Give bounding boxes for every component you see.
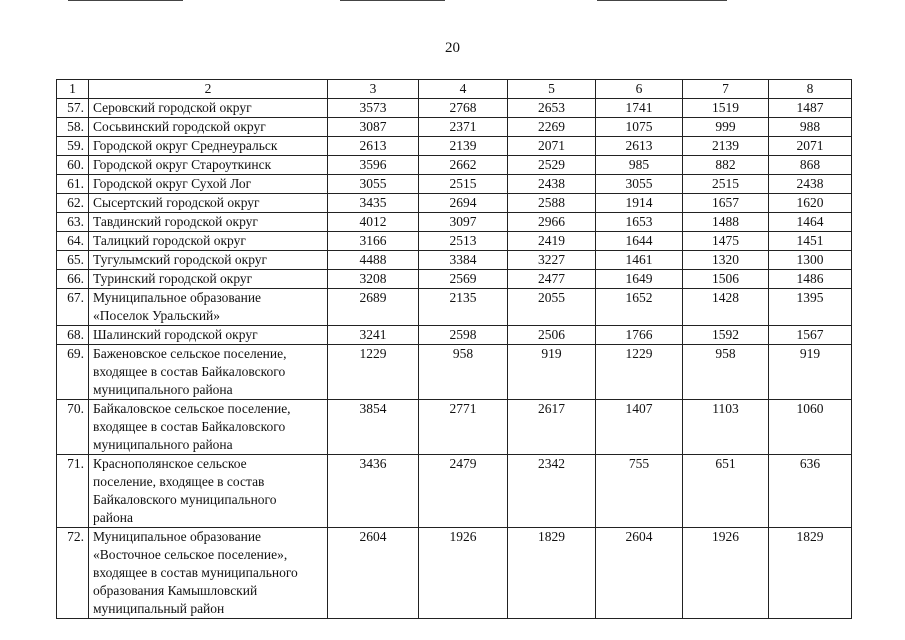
- value-cell: 1487: [769, 99, 852, 118]
- header-cell: 4: [419, 80, 508, 99]
- name-line: района: [93, 510, 133, 525]
- value-cell: 2477: [508, 270, 596, 289]
- municipality-name: [89, 251, 328, 270]
- row-number: 61.: [57, 175, 89, 194]
- value-cell: 3596: [328, 156, 419, 175]
- value-cell: 1475: [683, 232, 769, 251]
- value-cell: 1395: [769, 289, 852, 326]
- value-cell: 1060: [769, 400, 852, 455]
- table-row: [57, 251, 852, 270]
- value-cell: 1519: [683, 99, 769, 118]
- value-cell: 3227: [508, 251, 596, 270]
- value-cell: 1741: [596, 99, 683, 118]
- table-row: [57, 232, 852, 251]
- name-line: Тавдинский городской округ: [93, 214, 258, 229]
- value-cell: 1829: [508, 528, 596, 619]
- table-row: [57, 270, 852, 289]
- value-cell: 2269: [508, 118, 596, 137]
- name-line: Серовский городской округ: [93, 100, 252, 115]
- value-cell: 2371: [419, 118, 508, 137]
- value-cell: 2617: [508, 400, 596, 455]
- name-line: «Восточное сельское поселение»,: [93, 547, 288, 562]
- name-line: муниципальный район: [93, 601, 225, 616]
- row-number: 72.: [57, 528, 89, 619]
- value-cell: 1644: [596, 232, 683, 251]
- municipality-name: [89, 345, 328, 400]
- name-line: Муниципальное образование: [93, 529, 262, 544]
- value-cell: 3384: [419, 251, 508, 270]
- name-line: Сосьвинский городской округ: [93, 119, 266, 134]
- value-cell: 2662: [419, 156, 508, 175]
- value-cell: 1407: [596, 400, 683, 455]
- municipality-name: [89, 213, 328, 232]
- name-line: Тугулымский городской округ: [93, 252, 268, 267]
- table-row: [57, 528, 852, 619]
- value-cell: 1657: [683, 194, 769, 213]
- value-cell: 2515: [419, 175, 508, 194]
- header-cell: 3: [328, 80, 419, 99]
- value-cell: 1464: [769, 213, 852, 232]
- value-cell: 3055: [328, 175, 419, 194]
- name-line: Баженовское сельское поселение,: [93, 346, 287, 361]
- top-rule-middle: [340, 0, 445, 1]
- value-cell: 2598: [419, 326, 508, 345]
- municipality-name: [89, 156, 328, 175]
- value-cell: 3854: [328, 400, 419, 455]
- municipality-name: [89, 99, 328, 118]
- header-cell: 7: [683, 80, 769, 99]
- name-line: Туринский городской округ: [93, 271, 253, 286]
- value-cell: 999: [683, 118, 769, 137]
- name-line: Байкаловское сельское поселение,: [93, 401, 291, 416]
- table-row: [57, 213, 852, 232]
- value-cell: 1829: [769, 528, 852, 619]
- table-row: [57, 400, 852, 455]
- row-number: 60.: [57, 156, 89, 175]
- value-cell: 919: [508, 345, 596, 400]
- value-cell: 2438: [508, 175, 596, 194]
- row-number: 71.: [57, 455, 89, 528]
- value-cell: 1567: [769, 326, 852, 345]
- row-number: 69.: [57, 345, 89, 400]
- value-cell: 2479: [419, 455, 508, 528]
- row-number: 59.: [57, 137, 89, 156]
- municipality-name: [89, 137, 328, 156]
- table-row: [57, 137, 852, 156]
- value-cell: 1300: [769, 251, 852, 270]
- value-cell: 4012: [328, 213, 419, 232]
- value-cell: 3435: [328, 194, 419, 213]
- value-cell: 2653: [508, 99, 596, 118]
- value-cell: 2055: [508, 289, 596, 326]
- table-row: [57, 455, 852, 528]
- value-cell: 636: [769, 455, 852, 528]
- table-row: [57, 156, 852, 175]
- name-line: входящее в состав муниципального: [93, 565, 298, 580]
- page-number: 20: [445, 40, 460, 56]
- value-cell: 4488: [328, 251, 419, 270]
- name-line: Сысертский городской округ: [93, 195, 260, 210]
- value-cell: 651: [683, 455, 769, 528]
- value-cell: 3208: [328, 270, 419, 289]
- value-cell: 2513: [419, 232, 508, 251]
- value-cell: 2071: [508, 137, 596, 156]
- table-row: [57, 118, 852, 137]
- value-cell: 2588: [508, 194, 596, 213]
- header-cell: 6: [596, 80, 683, 99]
- value-cell: 2768: [419, 99, 508, 118]
- value-cell: 2506: [508, 326, 596, 345]
- table-row: [57, 175, 852, 194]
- value-cell: 3087: [328, 118, 419, 137]
- value-cell: 2529: [508, 156, 596, 175]
- value-cell: 1229: [328, 345, 419, 400]
- value-cell: 868: [769, 156, 852, 175]
- top-rule-right: [597, 0, 727, 1]
- table-row: [57, 194, 852, 213]
- value-cell: 3241: [328, 326, 419, 345]
- value-cell: 2689: [328, 289, 419, 326]
- header-cell: 1: [57, 80, 89, 99]
- municipality-name: [89, 175, 328, 194]
- value-cell: 2419: [508, 232, 596, 251]
- value-cell: 1461: [596, 251, 683, 270]
- row-number: 58.: [57, 118, 89, 137]
- value-cell: 2604: [596, 528, 683, 619]
- table-row: [57, 326, 852, 345]
- value-cell: 1766: [596, 326, 683, 345]
- row-number: 68.: [57, 326, 89, 345]
- row-number: 62.: [57, 194, 89, 213]
- value-cell: 988: [769, 118, 852, 137]
- value-cell: 2071: [769, 137, 852, 156]
- value-cell: 2771: [419, 400, 508, 455]
- value-cell: 958: [419, 345, 508, 400]
- row-number: 64.: [57, 232, 89, 251]
- row-number: 63.: [57, 213, 89, 232]
- value-cell: 2135: [419, 289, 508, 326]
- value-cell: 1229: [596, 345, 683, 400]
- value-cell: 1320: [683, 251, 769, 270]
- value-cell: 755: [596, 455, 683, 528]
- name-line: Муниципальное образование: [93, 290, 262, 305]
- value-cell: 1592: [683, 326, 769, 345]
- table-row: [57, 99, 852, 118]
- value-cell: 1914: [596, 194, 683, 213]
- value-cell: 3097: [419, 213, 508, 232]
- municipality-name: [89, 118, 328, 137]
- name-line: Байкаловского муниципального: [93, 492, 277, 507]
- header-row: [57, 80, 852, 99]
- municipality-name: [89, 289, 328, 326]
- value-cell: 3055: [596, 175, 683, 194]
- row-number: 65.: [57, 251, 89, 270]
- value-cell: 2438: [769, 175, 852, 194]
- value-cell: 2515: [683, 175, 769, 194]
- row-number: 66.: [57, 270, 89, 289]
- name-line: входящее в состав Байкаловского: [93, 364, 286, 379]
- name-line: Городской округ Сухой Лог: [93, 176, 252, 191]
- table-body: [57, 99, 852, 619]
- data-table: [56, 79, 852, 619]
- municipality-name: [89, 400, 328, 455]
- value-cell: 2139: [419, 137, 508, 156]
- value-cell: 2342: [508, 455, 596, 528]
- value-cell: 882: [683, 156, 769, 175]
- municipality-name: [89, 232, 328, 251]
- name-line: поселение, входящее в состав: [93, 474, 265, 489]
- value-cell: 2613: [596, 137, 683, 156]
- value-cell: 985: [596, 156, 683, 175]
- value-cell: 1926: [419, 528, 508, 619]
- name-line: Шалинский городской округ: [93, 327, 258, 342]
- value-cell: 958: [683, 345, 769, 400]
- municipality-name: [89, 326, 328, 345]
- top-rule-left: [68, 0, 183, 1]
- name-line: муниципального района: [93, 382, 233, 397]
- name-line: Городской округ Староуткинск: [93, 157, 272, 172]
- value-cell: 1926: [683, 528, 769, 619]
- value-cell: 919: [769, 345, 852, 400]
- value-cell: 1649: [596, 270, 683, 289]
- value-cell: 3573: [328, 99, 419, 118]
- value-cell: 1653: [596, 213, 683, 232]
- value-cell: 1506: [683, 270, 769, 289]
- value-cell: 1103: [683, 400, 769, 455]
- name-line: «Поселок Уральский»: [93, 308, 221, 323]
- name-line: Городской округ Среднеуральск: [93, 138, 278, 153]
- municipality-name: [89, 455, 328, 528]
- value-cell: 2139: [683, 137, 769, 156]
- value-cell: 2604: [328, 528, 419, 619]
- value-cell: 1652: [596, 289, 683, 326]
- value-cell: 1620: [769, 194, 852, 213]
- value-cell: 1488: [683, 213, 769, 232]
- name-line: Краснополянское сельское: [93, 456, 247, 471]
- name-line: образования Камышловский: [93, 583, 258, 598]
- value-cell: 1428: [683, 289, 769, 326]
- name-line: Талицкий городской округ: [93, 233, 246, 248]
- value-cell: 1486: [769, 270, 852, 289]
- municipality-name: [89, 270, 328, 289]
- value-cell: 2966: [508, 213, 596, 232]
- value-cell: 2569: [419, 270, 508, 289]
- table-row: [57, 345, 852, 400]
- municipality-name: [89, 528, 328, 619]
- row-number: 67.: [57, 289, 89, 326]
- value-cell: 1075: [596, 118, 683, 137]
- value-cell: 3436: [328, 455, 419, 528]
- municipality-name: [89, 194, 328, 213]
- header-cell: 2: [89, 80, 328, 99]
- name-line: муниципального района: [93, 437, 233, 452]
- table-row: [57, 289, 852, 326]
- row-number: 70.: [57, 400, 89, 455]
- name-line: входящее в состав Байкаловского: [93, 419, 286, 434]
- row-number: 57.: [57, 99, 89, 118]
- value-cell: 2694: [419, 194, 508, 213]
- value-cell: 2613: [328, 137, 419, 156]
- header-cell: 5: [508, 80, 596, 99]
- value-cell: 3166: [328, 232, 419, 251]
- header-cell: 8: [769, 80, 852, 99]
- value-cell: 1451: [769, 232, 852, 251]
